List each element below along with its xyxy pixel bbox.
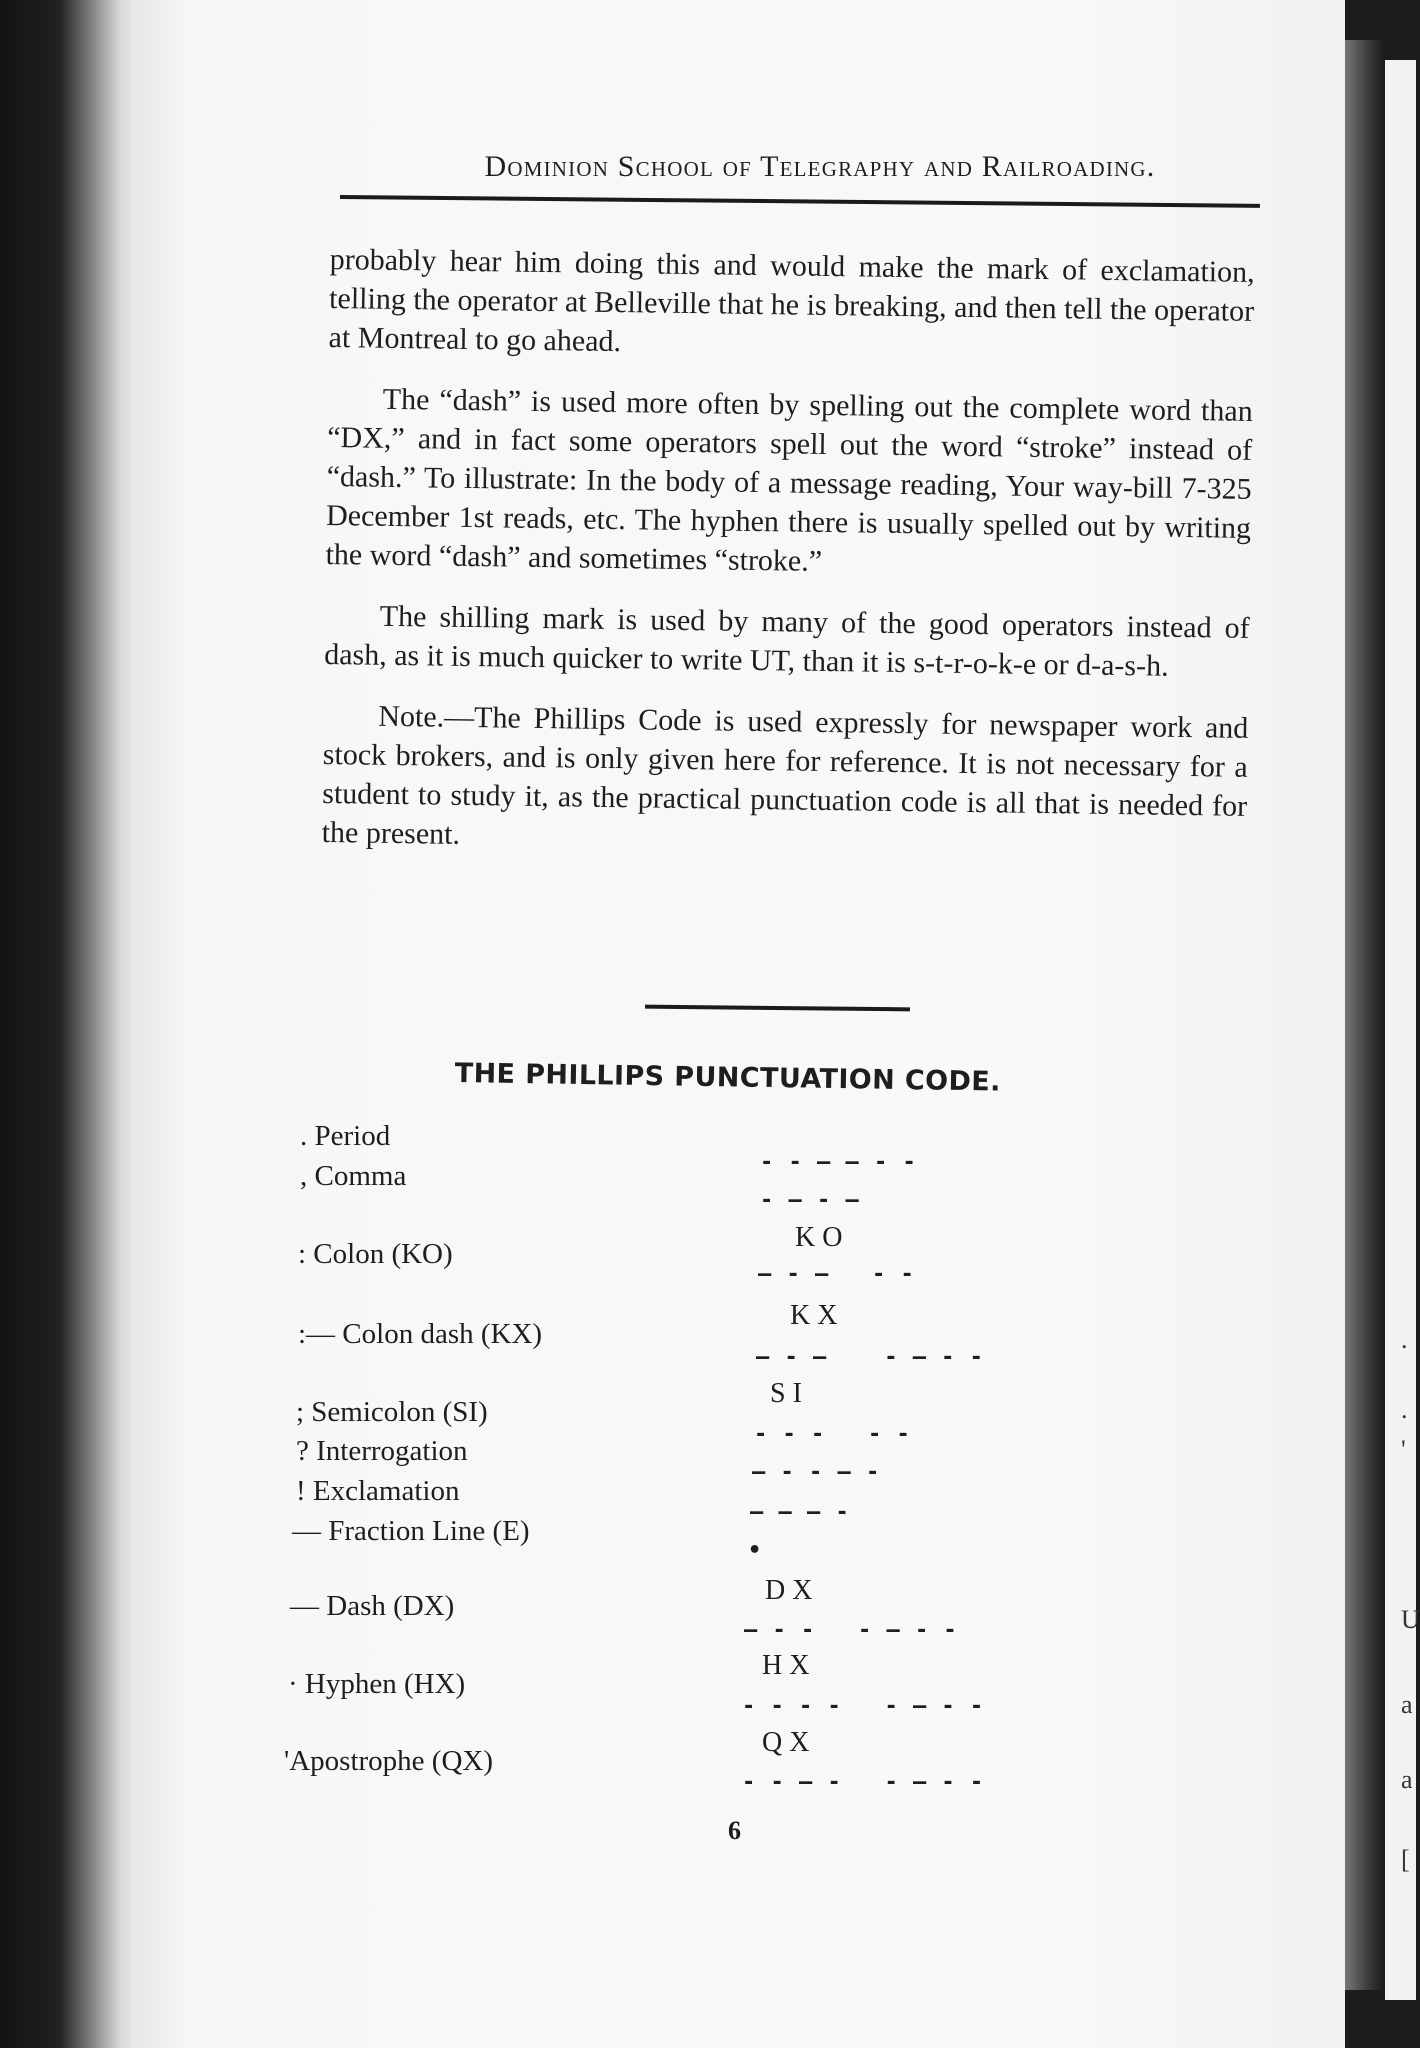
paragraph-3: The shilling mark is used by many of the good operators instead of dash, as it is much quicker to write UT, than it is s-t-r-o-k-e or d-a-s-h. [323, 599, 1250, 683]
next-page-fragment: a [1401, 1765, 1413, 1794]
code-label: : Colon (KO) [298, 1238, 453, 1270]
paragraph-4: Note.—The Phillips Code is used expressly for newspaper work and stock brokers, and is only given here for reference. It is not necessary for a student to study it, as the practical punctuation code is all that is needed for the present. [321, 699, 1249, 851]
running-header: Dominion School of Telegraphy and Railroading. [484, 150, 1156, 183]
next-page-fragment: U [1401, 1605, 1420, 1634]
paragraph-2: The “dash” is used more often by spelling out the complete word than “DX,” and in fact some operators spell out the word “stroke” instead of “dash.” To illustrate: In the body of a message reading, Your way-bill 7-325 December 1st reads, etc. The hyphen there is usually spelled out by writing the word “dash” and sometimes “stroke.” [325, 382, 1253, 578]
code-label: ? Interrogation [296, 1435, 468, 1467]
code-label: :— Colon dash (KX) [298, 1318, 543, 1350]
code-letters: K O [795, 1222, 843, 1253]
code-label: . Period [300, 1120, 391, 1152]
code-label: ; Semicolon (SI) [296, 1396, 488, 1428]
code-dots: — - — - — - - [756, 1345, 984, 1370]
code-dots: - - — - - — - - [742, 1770, 985, 1795]
next-page-fragment: . [1401, 1325, 1408, 1354]
page-number: 6 [728, 1816, 741, 1845]
code-dots: — - - - — - - [744, 1618, 958, 1643]
code-label: ! Exclamation [296, 1475, 460, 1507]
code-label: — Fraction Line (E) [292, 1515, 530, 1547]
next-page-fragment: ' [1401, 1435, 1406, 1464]
code-letters: Q X [762, 1727, 810, 1758]
code-dots: — — — - [750, 1500, 850, 1525]
code-dots: — - - — - [752, 1460, 881, 1485]
paragraph-1: probably hear him doing this and would make the mark of exclamation, telling the operator at Belleville that he is breaking, and then tell the operator at Montreal to go ahead. [328, 242, 1255, 359]
code-letters: D X [765, 1575, 813, 1606]
code-dots: — - — - - [758, 1262, 915, 1287]
code-label: · Hyphen (HX) [288, 1668, 466, 1700]
code-dots: • [748, 1538, 763, 1563]
code-letters: K X [790, 1300, 838, 1331]
code-dots: - - - - - — - - [742, 1694, 985, 1719]
next-page-fragment: [ [1401, 1845, 1410, 1874]
code-dots: - — - — [760, 1188, 860, 1213]
code-dots: - - - - - [754, 1422, 911, 1447]
code-label: — Dash (DX) [290, 1590, 455, 1622]
next-page-fragment: a [1401, 1690, 1413, 1719]
code-letters: H X [762, 1650, 810, 1681]
code-label: 'Apostrophe (QX) [284, 1745, 493, 1777]
next-page-fragment: . [1401, 1395, 1408, 1424]
code-table-title: THE PHILLIPS PUNCTUATION CODE. [454, 1058, 1002, 1098]
code-dots: - - — — - - [760, 1150, 917, 1175]
code-letters: S I [770, 1378, 802, 1409]
code-label: , Comma [300, 1160, 407, 1192]
